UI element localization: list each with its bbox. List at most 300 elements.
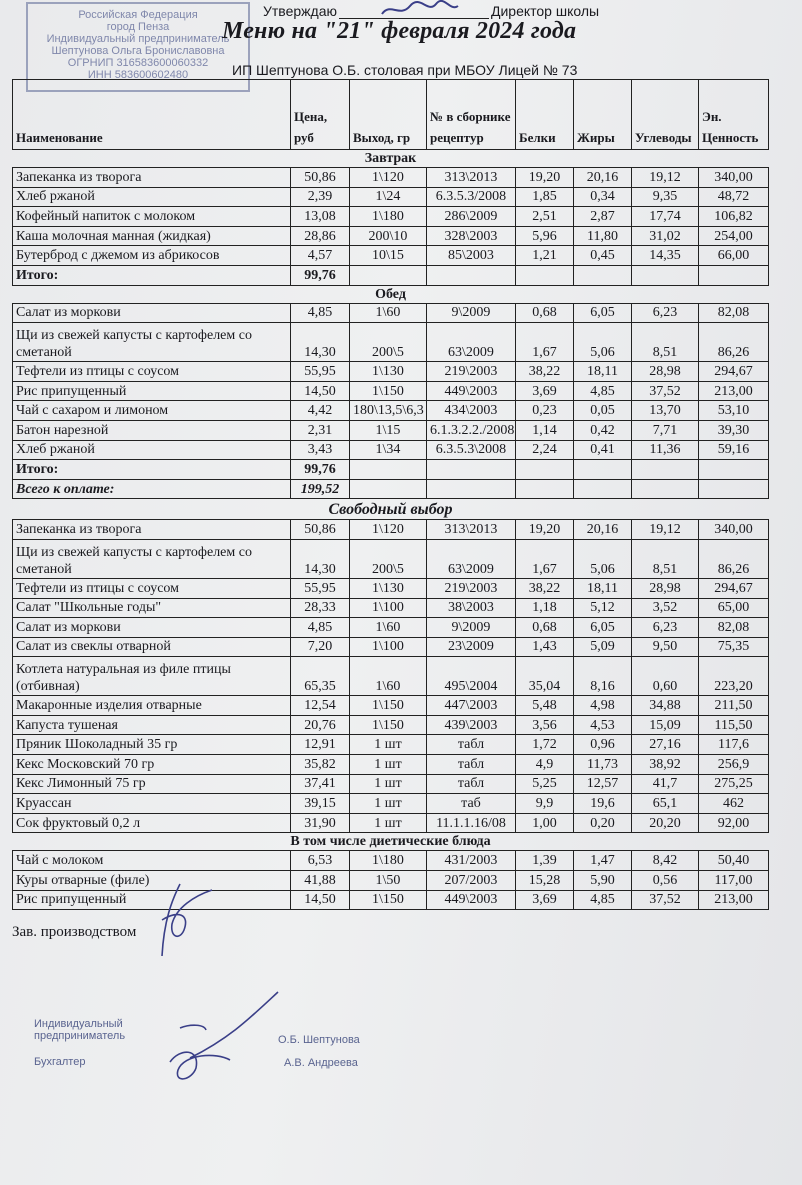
stamp-line: Российская Федерация [78, 9, 198, 21]
dish-carbs: 15,09 [632, 715, 699, 735]
dish-name: Запеканка из творога [13, 520, 291, 540]
director-signature [380, 0, 460, 20]
dish-carbs: 11,36 [632, 440, 699, 460]
page-subtitle: ИП Шептунова О.Б. столовая при МБОУ Лицей № 73 [232, 62, 578, 78]
dish-price: 2,39 [291, 187, 350, 207]
total-value: 99,76 [291, 460, 350, 480]
dish-price: 37,41 [291, 774, 350, 794]
table-row [13, 735, 769, 755]
dish-carbs: 0,60 [632, 657, 699, 696]
dish-protein: 5,96 [516, 226, 574, 246]
dish-carbs: 41,7 [632, 774, 699, 794]
dish-energy: 106,82 [699, 207, 769, 227]
dish-output: 1 шт [350, 794, 427, 814]
empty-cell [699, 479, 769, 499]
total-label: Всего к оплате: [13, 479, 291, 499]
dish-output: 1\180 [350, 207, 427, 227]
dish-name: Пряник Шоколадный 35 гр [13, 735, 291, 755]
section-header-row [13, 499, 769, 520]
dish-energy: 82,08 [699, 618, 769, 638]
table-row [13, 851, 769, 871]
dish-name: Чай с сахаром и лимоном [13, 401, 291, 421]
dish-recipe: 495\2004 [427, 657, 516, 696]
dish-fat: 20,16 [574, 168, 632, 188]
dish-price: 65,35 [291, 657, 350, 696]
dish-recipe: 6.3.5.3\2008 [427, 440, 516, 460]
dish-fat: 8,16 [574, 657, 632, 696]
dish-price: 6,53 [291, 851, 350, 871]
dish-price: 35,82 [291, 755, 350, 775]
dish-recipe: 449\2003 [427, 381, 516, 401]
dish-name: Чай с молоком [13, 851, 291, 871]
stamp-line: город Пенза [106, 21, 170, 33]
stamp-line: Шептунова Ольга Брониславовна [51, 45, 225, 57]
table-row [13, 420, 769, 440]
dish-output: 1\150 [350, 696, 427, 716]
dish-fat: 5,12 [574, 598, 632, 618]
approve-role: Директор школы [490, 3, 600, 19]
dish-protein: 1,67 [516, 539, 574, 578]
dish-energy: 65,00 [699, 598, 769, 618]
dish-price: 50,86 [291, 168, 350, 188]
page-title: Меню на "21" февраля 2024 года [222, 18, 577, 44]
dish-name: Кекс Лимонный 75 гр [13, 774, 291, 794]
dish-recipe: 63\2009 [427, 323, 516, 362]
dish-name: Рис припущенный [13, 890, 291, 910]
dish-name: Котлета натуральная из филе птицы (отбивная) [13, 657, 291, 696]
table-header-row [13, 80, 769, 150]
dish-fat: 4,53 [574, 715, 632, 735]
empty-cell [350, 265, 427, 285]
dish-energy: 66,00 [699, 246, 769, 266]
dish-fat: 4,98 [574, 696, 632, 716]
dish-energy: 82,08 [699, 303, 769, 323]
dish-fat: 4,85 [574, 890, 632, 910]
dish-energy: 223,20 [699, 657, 769, 696]
dish-carbs: 9,35 [632, 187, 699, 207]
dish-output: 180\13,5\6,3 [350, 401, 427, 421]
dish-price: 3,43 [291, 440, 350, 460]
dish-carbs: 19,12 [632, 168, 699, 188]
table-row [13, 226, 769, 246]
dish-recipe: табл [427, 774, 516, 794]
dish-carbs: 0,56 [632, 871, 699, 891]
dish-recipe: 38\2003 [427, 598, 516, 618]
dish-carbs: 37,52 [632, 381, 699, 401]
dish-energy: 115,50 [699, 715, 769, 735]
dish-fat: 2,87 [574, 207, 632, 227]
dish-recipe: 447\2003 [427, 696, 516, 716]
dish-recipe: 85\2003 [427, 246, 516, 266]
dish-carbs: 8,51 [632, 539, 699, 578]
dish-price: 28,33 [291, 598, 350, 618]
table-row [13, 794, 769, 814]
dish-fat: 4,85 [574, 381, 632, 401]
dish-price: 4,85 [291, 303, 350, 323]
dish-name: Каша молочная манная (жидкая) [13, 226, 291, 246]
table-row [13, 578, 769, 598]
dish-fat: 6,05 [574, 303, 632, 323]
column-header-fat: Жиры [574, 80, 632, 150]
dish-recipe: 449\2003 [427, 890, 516, 910]
dish-protein: 1,67 [516, 323, 574, 362]
dish-price: 31,90 [291, 813, 350, 833]
dish-recipe: 313\2013 [427, 168, 516, 188]
dish-energy: 39,30 [699, 420, 769, 440]
table-row [13, 871, 769, 891]
dish-fat: 18,11 [574, 362, 632, 382]
dish-price: 7,20 [291, 637, 350, 657]
empty-cell [574, 479, 632, 499]
dish-recipe: табл [427, 755, 516, 775]
dish-output: 1 шт [350, 735, 427, 755]
total-label: Итого: [13, 460, 291, 480]
dish-output: 200\10 [350, 226, 427, 246]
dish-name: Сок фруктовый 0,2 л [13, 813, 291, 833]
dish-fat: 0,42 [574, 420, 632, 440]
section-header-row [13, 833, 769, 851]
table-row [13, 323, 769, 362]
dish-energy: 256,9 [699, 755, 769, 775]
dish-fat: 0,41 [574, 440, 632, 460]
dish-output: 1\15 [350, 420, 427, 440]
dish-carbs: 65,1 [632, 794, 699, 814]
production-signature [150, 880, 220, 960]
dish-energy: 117,6 [699, 735, 769, 755]
dish-fat: 12,57 [574, 774, 632, 794]
dish-energy: 340,00 [699, 168, 769, 188]
entrepreneur-label: Индивидуальный предприниматель [34, 1018, 126, 1042]
dish-carbs: 14,35 [632, 246, 699, 266]
dish-price: 4,42 [291, 401, 350, 421]
dish-price: 39,15 [291, 794, 350, 814]
dish-name: Куры отварные (филе) [13, 871, 291, 891]
dish-carbs: 19,12 [632, 520, 699, 540]
dish-energy: 213,00 [699, 890, 769, 910]
dish-carbs: 38,92 [632, 755, 699, 775]
dish-protein: 3,56 [516, 715, 574, 735]
table-row [13, 207, 769, 227]
dish-protein: 1,14 [516, 420, 574, 440]
empty-cell [350, 479, 427, 499]
dish-price: 50,86 [291, 520, 350, 540]
dish-energy: 86,26 [699, 323, 769, 362]
empty-cell [516, 479, 574, 499]
dish-fat: 5,90 [574, 871, 632, 891]
stamp-line: Индивидуальный предприниматель [46, 33, 230, 45]
dish-carbs: 28,98 [632, 578, 699, 598]
dish-fat: 20,16 [574, 520, 632, 540]
dish-energy: 75,35 [699, 637, 769, 657]
section-header-row [13, 150, 769, 168]
dish-price: 14,50 [291, 381, 350, 401]
dish-carbs: 27,16 [632, 735, 699, 755]
dish-output: 1\100 [350, 598, 427, 618]
table-row [13, 187, 769, 207]
dish-name: Хлеб ржаной [13, 440, 291, 460]
dish-price: 41,88 [291, 871, 350, 891]
dish-price: 12,91 [291, 735, 350, 755]
dish-recipe: 286\2009 [427, 207, 516, 227]
section-title: Завтрак [13, 150, 769, 168]
total-label: Итого: [13, 265, 291, 285]
empty-cell [699, 265, 769, 285]
dish-protein: 38,22 [516, 362, 574, 382]
dish-name: Хлеб ржаной [13, 187, 291, 207]
dish-fat: 0,34 [574, 187, 632, 207]
dish-fat: 11,73 [574, 755, 632, 775]
dish-price: 12,54 [291, 696, 350, 716]
dish-fat: 0,20 [574, 813, 632, 833]
dish-protein: 35,04 [516, 657, 574, 696]
dish-price: 28,86 [291, 226, 350, 246]
dish-output: 1\120 [350, 168, 427, 188]
dish-protein: 1,43 [516, 637, 574, 657]
empty-cell [632, 265, 699, 285]
dish-output: 10\15 [350, 246, 427, 266]
dish-carbs: 9,50 [632, 637, 699, 657]
dish-energy: 275,25 [699, 774, 769, 794]
dish-recipe: 434\2003 [427, 401, 516, 421]
table-row [13, 539, 769, 578]
stamp-line: ОГРНИП 316583600060332 [67, 57, 209, 69]
dish-protein: 0,68 [516, 303, 574, 323]
dish-output: 1\150 [350, 715, 427, 735]
dish-energy: 294,67 [699, 578, 769, 598]
dish-price: 4,57 [291, 246, 350, 266]
table-row [13, 381, 769, 401]
dish-name: Батон нарезной [13, 420, 291, 440]
column-header-protein: Белки [516, 80, 574, 150]
dish-energy: 48,72 [699, 187, 769, 207]
dish-output: 1\34 [350, 440, 427, 460]
dish-output: 1\100 [350, 637, 427, 657]
dish-output: 1\60 [350, 657, 427, 696]
dish-output: 1 шт [350, 755, 427, 775]
dish-protein: 1,72 [516, 735, 574, 755]
dish-energy: 254,00 [699, 226, 769, 246]
dish-recipe: 207/2003 [427, 871, 516, 891]
dish-recipe: 9\2009 [427, 618, 516, 638]
dish-protein: 5,25 [516, 774, 574, 794]
dish-output: 1\120 [350, 520, 427, 540]
table-row [13, 637, 769, 657]
dish-price: 14,50 [291, 890, 350, 910]
table-row [13, 813, 769, 833]
dish-price: 13,08 [291, 207, 350, 227]
dish-protein: 1,00 [516, 813, 574, 833]
dish-output: 200\5 [350, 323, 427, 362]
dish-output: 1\50 [350, 871, 427, 891]
table-row [13, 755, 769, 775]
dish-output: 200\5 [350, 539, 427, 578]
dish-price: 20,76 [291, 715, 350, 735]
dish-recipe: таб [427, 794, 516, 814]
dish-protein: 1,21 [516, 246, 574, 266]
dish-carbs: 31,02 [632, 226, 699, 246]
dish-carbs: 6,23 [632, 303, 699, 323]
dish-fat: 1,47 [574, 851, 632, 871]
stamp-line: ИНН 583600602480 [87, 69, 189, 81]
dish-name: Салат из моркови [13, 618, 291, 638]
dish-energy: 50,40 [699, 851, 769, 871]
dish-name: Капуста тушеная [13, 715, 291, 735]
dish-fat: 5,06 [574, 539, 632, 578]
dish-output: 1\60 [350, 303, 427, 323]
empty-cell [427, 460, 516, 480]
empty-cell [427, 479, 516, 499]
section-header-row [13, 285, 769, 303]
total-row [13, 265, 769, 285]
dish-energy: 59,16 [699, 440, 769, 460]
dish-energy: 340,00 [699, 520, 769, 540]
approve-label: Утверждаю [263, 3, 337, 19]
dish-recipe: 219\2003 [427, 578, 516, 598]
dish-name: Кофейный напиток с молоком [13, 207, 291, 227]
dish-protein: 1,18 [516, 598, 574, 618]
empty-cell [632, 460, 699, 480]
dish-protein: 1,39 [516, 851, 574, 871]
dish-output: 1\60 [350, 618, 427, 638]
table-row [13, 618, 769, 638]
dish-name: Макаронные изделия отварные [13, 696, 291, 716]
dish-output: 1\150 [350, 381, 427, 401]
dish-name: Круассан [13, 794, 291, 814]
dish-recipe: 9\2009 [427, 303, 516, 323]
dish-name: Щи из свежей капусты с картофелем со сметаной [13, 539, 291, 578]
dish-name: Рис припущенный [13, 381, 291, 401]
table-row [13, 598, 769, 618]
dish-protein: 9,9 [516, 794, 574, 814]
dish-recipe: 439\2003 [427, 715, 516, 735]
menu-table [12, 79, 769, 910]
empty-cell [427, 265, 516, 285]
dish-recipe: 313\2013 [427, 520, 516, 540]
column-header-output: Выход, гр [350, 80, 427, 150]
dish-energy: 213,00 [699, 381, 769, 401]
dish-recipe: табл [427, 735, 516, 755]
entrepreneur-name: О.Б. Шептунова [278, 1034, 360, 1046]
dish-fat: 19,6 [574, 794, 632, 814]
dish-price: 2,31 [291, 420, 350, 440]
dish-carbs: 28,98 [632, 362, 699, 382]
dish-protein: 3,69 [516, 890, 574, 910]
production-label: Зав. производством [12, 924, 137, 940]
dish-carbs: 7,71 [632, 420, 699, 440]
column-header-recipe: № в сборнике рецептур [427, 80, 516, 150]
empty-cell [574, 460, 632, 480]
dish-energy: 92,00 [699, 813, 769, 833]
dish-carbs: 13,70 [632, 401, 699, 421]
dish-fat: 0,96 [574, 735, 632, 755]
dish-name: Запеканка из творога [13, 168, 291, 188]
dish-carbs: 37,52 [632, 890, 699, 910]
dish-carbs: 17,74 [632, 207, 699, 227]
dish-recipe: 6.3.5.3/2008 [427, 187, 516, 207]
dish-fat: 11,80 [574, 226, 632, 246]
total-row [13, 460, 769, 480]
accountant-name: А.В. Андреева [284, 1057, 358, 1069]
dish-protein: 0,68 [516, 618, 574, 638]
dish-energy: 117,00 [699, 871, 769, 891]
dish-recipe: 219\2003 [427, 362, 516, 382]
dish-protein: 4,9 [516, 755, 574, 775]
dish-name: Тефтели из птицы с соусом [13, 362, 291, 382]
dish-carbs: 20,20 [632, 813, 699, 833]
dish-protein: 15,28 [516, 871, 574, 891]
dish-name: Щи из свежей капусты с картофелем со сметаной [13, 323, 291, 362]
dish-protein: 5,48 [516, 696, 574, 716]
dish-carbs: 34,88 [632, 696, 699, 716]
dish-recipe: 23\2009 [427, 637, 516, 657]
table-row [13, 696, 769, 716]
accountant-signature [160, 988, 280, 1088]
table-row [13, 362, 769, 382]
table-row [13, 890, 769, 910]
dish-protein: 38,22 [516, 578, 574, 598]
empty-cell [574, 265, 632, 285]
column-header-price: Цена, руб [291, 80, 350, 150]
section-title: Обед [13, 285, 769, 303]
dish-carbs: 8,42 [632, 851, 699, 871]
dish-name: Тефтели из птицы с соусом [13, 578, 291, 598]
table-row [13, 440, 769, 460]
section-title: В том числе диетические блюда [13, 833, 769, 851]
dish-protein: 19,20 [516, 168, 574, 188]
table-row [13, 520, 769, 540]
table-row [13, 774, 769, 794]
dish-name: Салат из свеклы отварной [13, 637, 291, 657]
dish-recipe: 63\2009 [427, 539, 516, 578]
dish-output: 1 шт [350, 774, 427, 794]
dish-carbs: 8,51 [632, 323, 699, 362]
accountant-label: Бухгалтер [34, 1056, 86, 1068]
table-row [13, 657, 769, 696]
column-header-carbs: Углеводы [632, 80, 699, 150]
dish-price: 55,95 [291, 578, 350, 598]
dish-energy: 86,26 [699, 539, 769, 578]
table-row [13, 715, 769, 735]
dish-price: 14,30 [291, 539, 350, 578]
dish-recipe: 6.1.3.2.2./2008 [427, 420, 516, 440]
dish-carbs: 3,52 [632, 598, 699, 618]
dish-price: 14,30 [291, 323, 350, 362]
dish-fat: 5,09 [574, 637, 632, 657]
dish-price: 4,85 [291, 618, 350, 638]
empty-cell [632, 479, 699, 499]
total-value: 99,76 [291, 265, 350, 285]
dish-output: 1 шт [350, 813, 427, 833]
dish-energy: 462 [699, 794, 769, 814]
column-header-name: Наименование [13, 80, 291, 150]
dish-fat: 0,05 [574, 401, 632, 421]
total-value: 199,52 [291, 479, 350, 499]
dish-output: 1\130 [350, 578, 427, 598]
dish-recipe: 328\2003 [427, 226, 516, 246]
dish-energy: 294,67 [699, 362, 769, 382]
empty-cell [516, 460, 574, 480]
empty-cell [350, 460, 427, 480]
dish-recipe: 431/2003 [427, 851, 516, 871]
dish-price: 55,95 [291, 362, 350, 382]
dish-protein: 3,69 [516, 381, 574, 401]
empty-cell [516, 265, 574, 285]
dish-protein: 2,51 [516, 207, 574, 227]
dish-energy: 211,50 [699, 696, 769, 716]
empty-cell [699, 460, 769, 480]
dish-output: 1\24 [350, 187, 427, 207]
column-header-energy: Эн. Ценность [699, 80, 769, 150]
